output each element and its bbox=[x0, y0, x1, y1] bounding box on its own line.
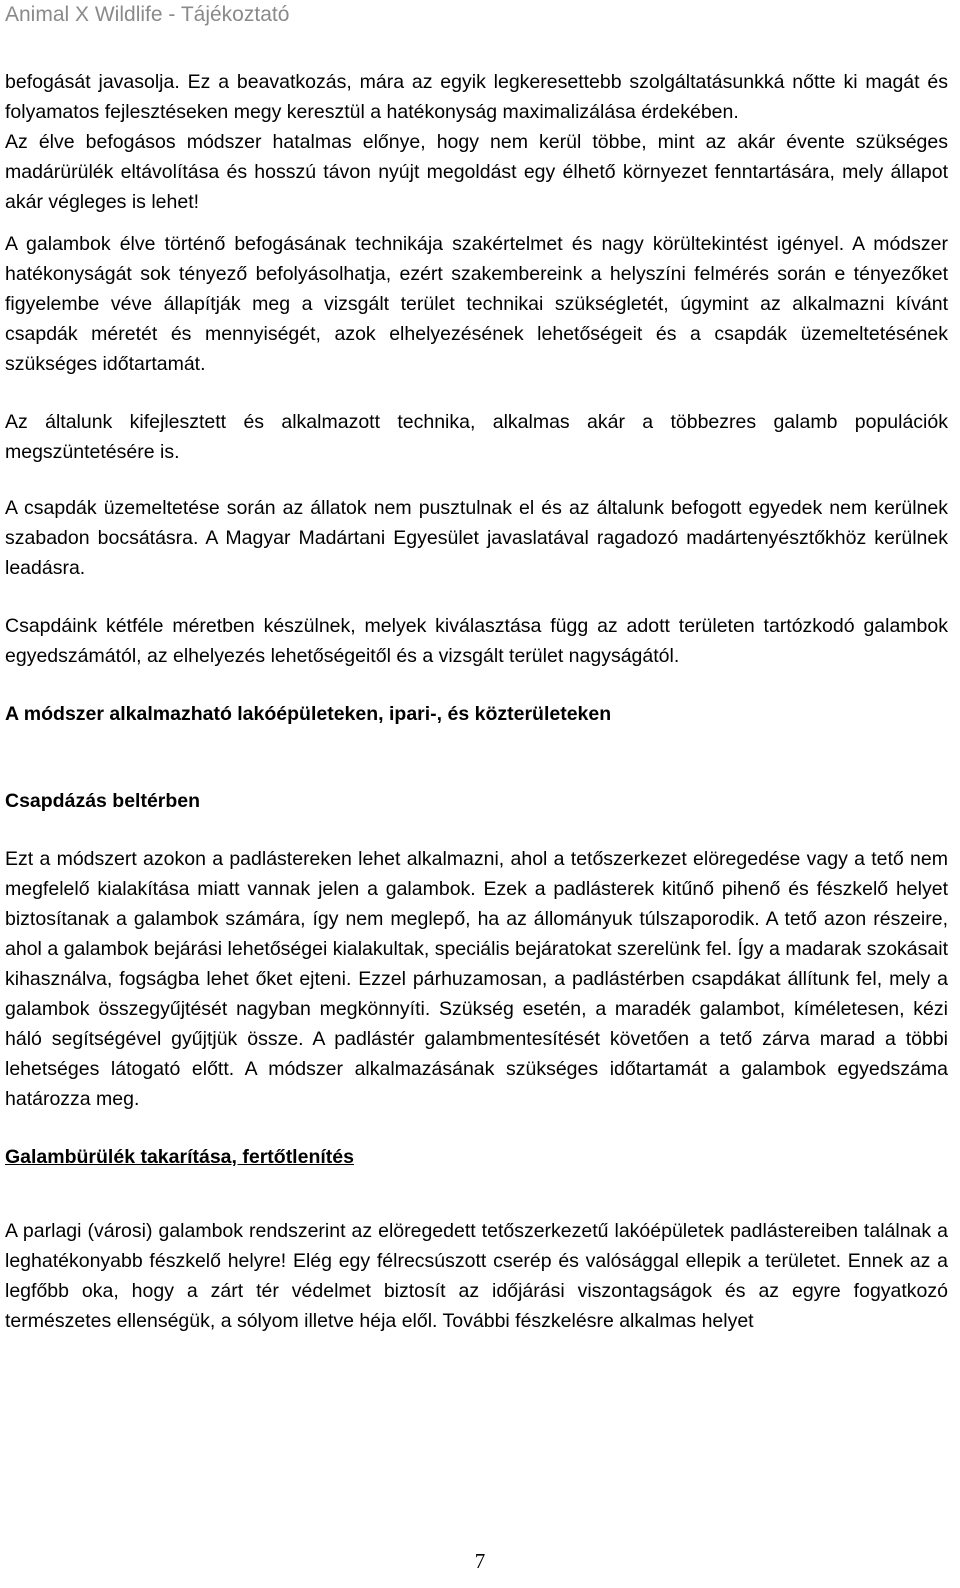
paragraph: Csapdáink kétféle méretben készülnek, melyek kiválasztása függ az adott területen tartózkodó galambok egyedszámától, az elhelyezés lehetőségeitől és a vizsgált terület nagyságától. bbox=[5, 615, 948, 667]
page-number: 7 bbox=[474, 1549, 486, 1573]
section-heading: Galambürülék takarítása, fertőtlenítés bbox=[5, 1146, 354, 1168]
paragraph: A csapdák üzemeltetése során az állatok nem pusztulnak el és az általunk befogott egyedek nem kerülnek szabadon bocsátásra. A Magyar Madártani Egyesület javaslatával ragadozó madártenyésztőkhöz kerülnek leadásra. bbox=[5, 497, 948, 579]
section-heading: A módszer alkalmazható lakóépületeken, ipari-, és közterületeken bbox=[5, 703, 612, 725]
paragraph: befogását javasolja. Ez a beavatkozás, mára az egyik legkeresettebb szolgáltatásunkká nőtte ki magát és folyamatos fejlesztéseken megy keresztül a hatékonyság maximalizálása érdekében. bbox=[5, 71, 948, 123]
section-heading: Csapdázás beltérben bbox=[5, 790, 201, 812]
document-header: Animal X Wildlife - Tájékoztató bbox=[5, 3, 290, 26]
paragraph: Az élve befogásos módszer hatalmas előnye, hogy nem kerül többe, mint az akár évente szükséges madárürülék eltávolítása és hosszú távon nyújt megoldást egy élhető környezet fenntartására, mely állapot akár végleges is lehet! bbox=[5, 131, 948, 213]
document-body bbox=[5, 67, 948, 1336]
paragraph: Ezt a módszert azokon a padlástereken lehet alkalmazni, ahol a tetőszerkezet elöregedése vagy a tető nem megfelelő kialakítása miatt vannak jelen a galambok. Ezek a padlásterek kitűnő pihenő és fészkelő helyet biztosítanak a galambok számára, így nem meglepő, ha az állományuk túlszaporodik. A tető azon részeire, ahol a galambok bejárási lehetőségei kialakultak, speciális bejáratokat szerelünk fel. Így a madarak szokásait kihasználva, fogságba lehet őket ejteni. Ezzel párhuzamosan, a padlástérben csapdákat állítunk fel, mely a galambok összegyűjtését nagyban megkönnyíti. Szükség esetén, a maradék galambot, kíméletesen, kézi háló segítségével gyűjtjük össze. A padlástér galambmentesítését követően a tető zárva marad a többi lehetséges látogató előtt. A módszer alkalmazásának szükséges időtartamát a galambok egyedszáma határozza meg. bbox=[5, 848, 948, 1110]
paragraph: A parlagi (városi) galambok rendszerint az elöregedett tetőszerkezetű lakóépületek padlástereiben találnak a leghatékonyabb fészkelő helyre! Elég egy félrecsúszott cserép és valósággal ellepik a területet. Ennek az a legfőbb oka, hogy a zárt tér védelmet biztosít az időjárási viszontagságok és az egyre fogyatkozó természetes ellenségük, a sólyom illetve héja elől. További fészkelésre alkalmas helyet bbox=[5, 1220, 948, 1332]
paragraph: A galambok élve történő befogásának technikája szakértelmet és nagy körültekintést igényel. A módszer hatékonyságát sok tényező befolyásolhatja, ezért szakembereink a helyszíni felmérés során e tényezőket figyelembe véve állapítják meg a vizsgált terület technikai szükségletét, úgymint az alkalmazni kívánt csapdák méretét és mennyiségét, azok elhelyezésének lehetőségeit és a csapdák üzemeltetésének szükséges időtartamát. bbox=[5, 233, 948, 375]
paragraph: Az általunk kifejlesztett és alkalmazott technika, alkalmas akár a többezres galamb populációk megszüntetésére is. bbox=[5, 411, 948, 463]
